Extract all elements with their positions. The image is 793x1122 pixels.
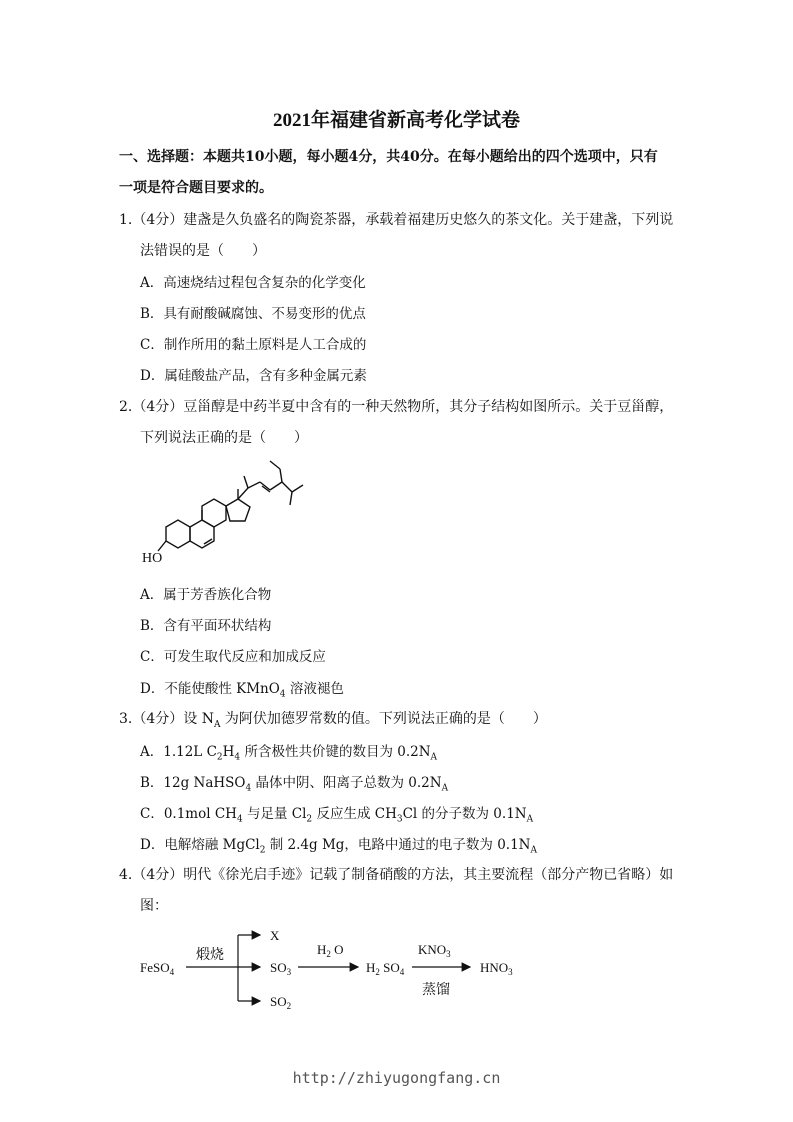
stigmasterol-structure-image <box>140 455 320 570</box>
nitric-acid-process-flowchart <box>130 922 550 1017</box>
page-title: 2021年福建省新高考化学试卷 <box>272 110 520 131</box>
question-3-option-c: C．0.1mol $CH_4$ 与足量 $Cl_2$ 反应生成 $CH_3Cl$ 的分子数为 $0.1N_A$ <box>140 806 534 825</box>
question-2-option-b: B．含有平面环状结构 <box>140 618 272 634</box>
question-3-option-b: B．12g NaHSO$_4$ 晶体中阴、阳离子总数为 $0.2N_A$ <box>140 775 449 794</box>
flow-label-calcine: 煅烧 <box>196 948 224 963</box>
question-4-stem-line1: 4.（4分）明代《徐光启手迹》记载了制备硝酸的方法，其主要流程（部分产物已省略）如 <box>119 867 674 883</box>
question-1-option-a: A．高速烧结过程包含复杂的化学变化 <box>140 275 366 291</box>
flow-label-kno3: $KNO_3$ <box>418 942 451 959</box>
question-4-stem-line2: 图： <box>140 898 168 914</box>
question-3-option-a: A．1.12L $C_2H_4$ 所含极性共价键的数目为 $0.2N_A$ <box>140 744 438 763</box>
question-1-option-b: B．具有耐酸碱腐蚀、不易变形的优点 <box>140 306 366 322</box>
flow-reactant-feso4: FeSO$_4$ <box>140 960 175 977</box>
flow-label-water: $H_2$ O <box>317 942 344 959</box>
flow-product-hno3: $HNO_3$ <box>480 960 513 977</box>
question-1-stem-line1: 1.（4分）建盏是久负盛名的陶瓷茶器，承载着福建历史悠久的茶文化。关于建盏，下列说 <box>119 212 674 228</box>
question-3-option-d: D．电解熔融 MgCl$_2$ 制 2.4g Mg，电路中通过的电子数为 $0.1N_A$ <box>140 837 537 856</box>
flow-product-x: X <box>270 928 280 943</box>
flow-label-distill: 蒸馏 <box>422 983 450 998</box>
question-1-stem-line2: 法错误的是（ ） <box>140 243 266 259</box>
question-2-stem-line1: 2.（4分）豆甾醇是中药半夏中含有的一种天然物所，其分子结构如图所示。关于豆甾醇， <box>119 399 674 415</box>
hydroxyl-label: HO <box>142 551 163 566</box>
flow-product-so3: $SO_3$ <box>270 960 292 977</box>
question-2-stem-line2: 下列说法正确的是（ ） <box>140 430 308 446</box>
section-heading-line1: 一、选择题：本题共10小题，每小题4分，共40分。在每小题给出的四个选项中，只有 <box>119 149 658 165</box>
watermark-url: http://zhiyugongfang.cn <box>292 1069 501 1087</box>
question-1-option-d: D．属硅酸盐产品，含有多种金属元素 <box>140 368 367 384</box>
flow-product-so2: $SO_2$ <box>270 994 292 1011</box>
question-2-option-a: A．属于芳香族化合物 <box>140 587 272 603</box>
question-1-option-c: C．制作所用的黏土原料是人工合成的 <box>140 337 367 353</box>
flow-product-sulfuric-acid: $H_2$ $SO_4$ <box>366 960 405 977</box>
question-3-stem: 3.（4分）设 $N_A$ 为阿伏加德罗常数的值。下列说法正确的是（ ） <box>119 711 547 730</box>
section-heading-line2: 一项是符合题目要求的。 <box>119 180 273 196</box>
question-2-option-c: C．可发生取代反应和加成反应 <box>140 649 326 665</box>
question-2-option-d: D．不能使酸性 KMnO$_4$ 溶液褪色 <box>140 681 344 700</box>
